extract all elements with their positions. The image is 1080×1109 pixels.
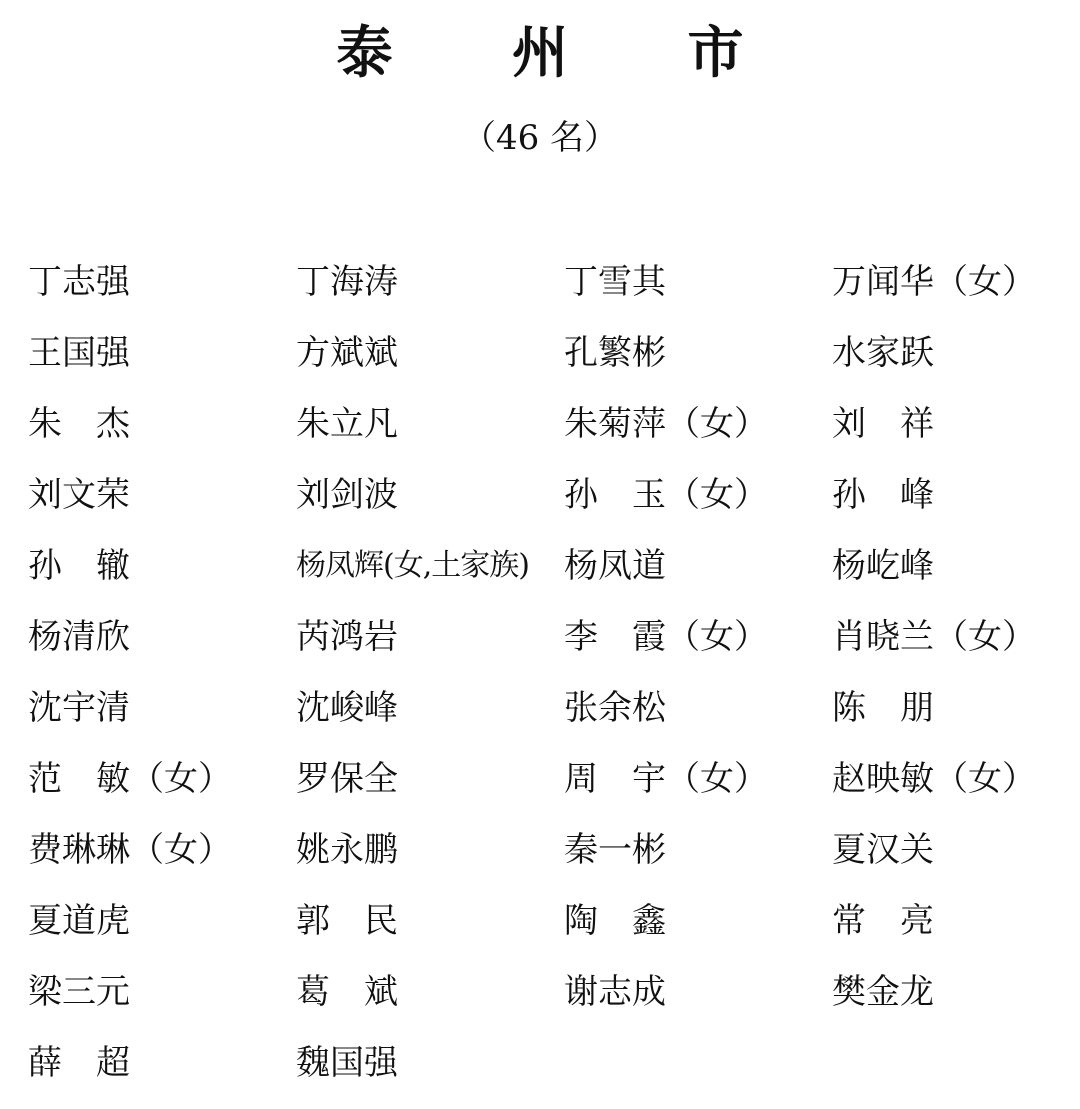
name-entry: 朱菊萍（女） [564, 404, 768, 444]
name-entry: 孔繁彬 [564, 333, 666, 373]
name-entry: 周 宇（女） [564, 759, 768, 799]
name-entry: 芮鸿岩 [296, 617, 398, 657]
name-entry: 赵映敏（女） [832, 759, 1036, 799]
name-entry: 刘文荣 [28, 475, 130, 515]
name-entry: 水家跃 [832, 333, 934, 373]
name-list [28, 252, 1068, 1104]
name-entry: 张余松 [564, 688, 666, 728]
name-entry: 孙 玉（女） [564, 475, 768, 515]
name-entry: 杨清欣 [28, 617, 130, 657]
name-entry: 郭 民 [296, 901, 398, 941]
name-entry: 杨凤道 [564, 546, 666, 586]
name-entry: 樊金龙 [832, 972, 934, 1012]
page-title: 泰 州 市 [336, 21, 794, 86]
name-entry: 梁三元 [28, 972, 130, 1012]
name-entry: 孙 峰 [832, 475, 934, 515]
name-entry: 姚永鹏 [296, 830, 398, 870]
name-entry: 丁志强 [28, 262, 130, 302]
name-entry: 夏道虎 [28, 901, 130, 941]
name-entry: 陶 鑫 [564, 901, 666, 941]
name-entry: 葛 斌 [296, 972, 398, 1012]
name-entry: 朱立凡 [296, 404, 398, 444]
name-entry: 常 亮 [832, 901, 934, 941]
name-entry: 丁雪其 [564, 262, 666, 302]
name-entry: 丁海涛 [296, 262, 398, 302]
name-entry: 谢志成 [564, 972, 666, 1012]
name-entry: 王国强 [28, 333, 130, 373]
name-entry: 薛 超 [28, 1043, 130, 1083]
name-entry: 杨凤辉(女,土家族) [296, 548, 529, 583]
name-entry: 万闻华（女） [832, 262, 1036, 302]
name-entry: 杨屹峰 [832, 546, 934, 586]
name-entry: 沈峻峰 [296, 688, 398, 728]
name-entry: 范 敏（女） [28, 759, 232, 799]
name-entry: 李 霞（女） [564, 617, 768, 657]
name-entry: 肖晓兰（女） [832, 617, 1036, 657]
name-entry: 陈 朋 [832, 688, 934, 728]
name-entry: 费琳琳（女） [28, 830, 232, 870]
name-entry: 沈宇清 [28, 688, 130, 728]
name-entry: 方斌斌 [296, 333, 398, 373]
name-entry: 罗保全 [296, 759, 398, 799]
name-entry: 魏国强 [296, 1043, 398, 1083]
name-entry: 刘 祥 [832, 404, 934, 444]
name-entry: 孙 辙 [28, 546, 130, 586]
name-entry: 夏汉关 [832, 830, 934, 870]
name-entry: 秦一彬 [564, 830, 666, 870]
count-subtitle: （46 名） [461, 118, 619, 158]
name-entry: 刘剑波 [296, 475, 398, 515]
name-entry: 朱 杰 [28, 404, 130, 444]
